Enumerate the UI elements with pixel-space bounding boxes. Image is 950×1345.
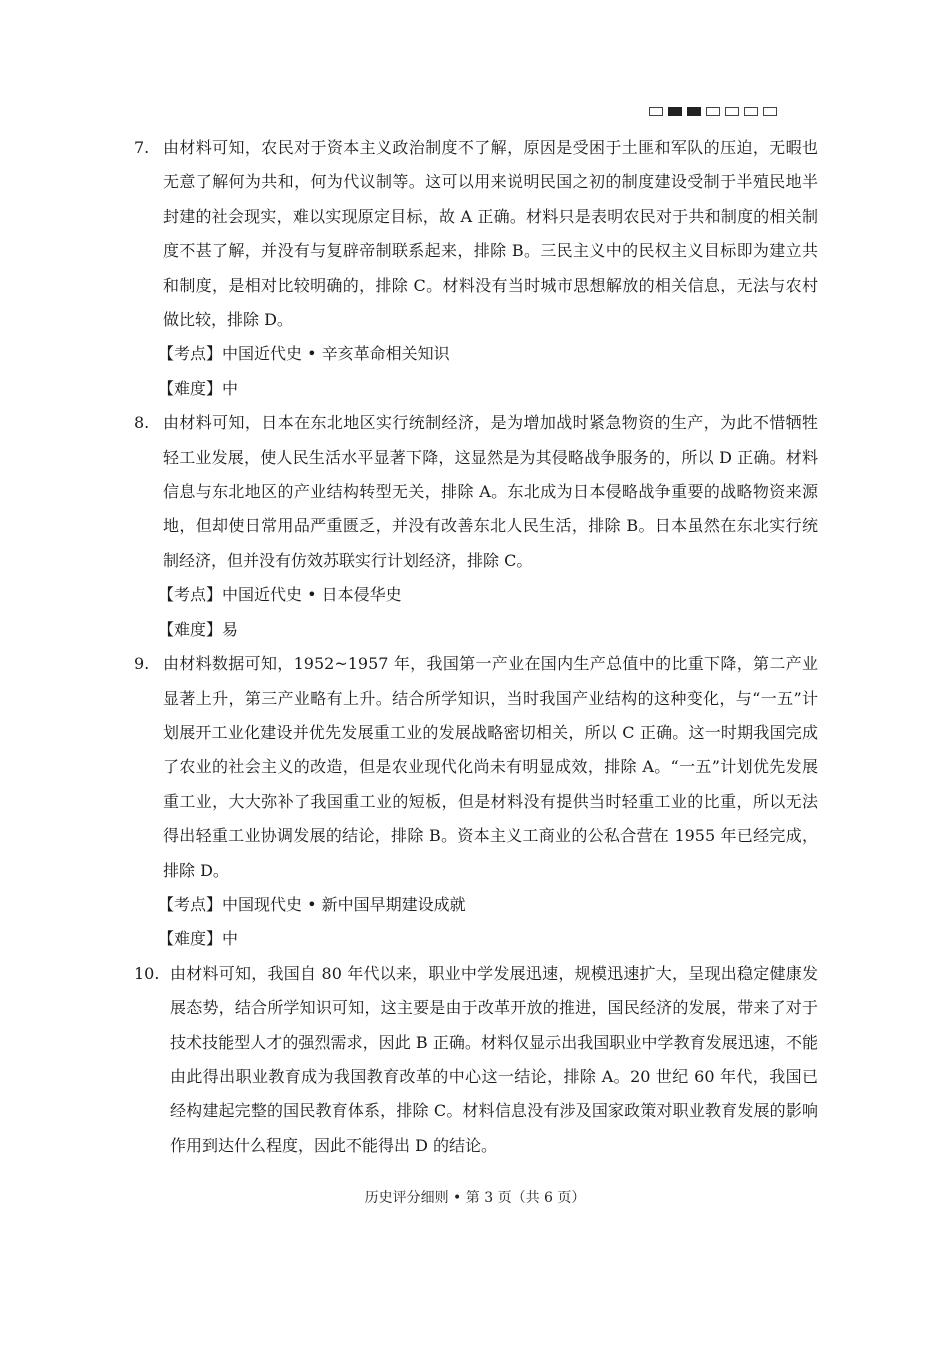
page-indicator-square (763, 107, 777, 116)
question-nandu: 【难度】中 (158, 378, 239, 398)
question-explanation: 由材料可知，农民对于资本主义政治制度不了解，原因是受困于土匪和军队的压迫，无暇也无意了解何为共和，何为代议制等。这可以用来说明民国之初的制度建设受制于半殖民地半封建的社会现实，难以实现原定目标，故 A 正确。材料只是表明农民对于共和制度的相关制度不甚了解，并没有与复辟帝制联系起来，排除 B。三民主义中的民权主义目标即为建立共和制度，是相对比较明确的，排除 C。材料没有当时城市思想解放的相关信息，无法与农村做比较，排除 D。 (163, 138, 818, 330)
question-explanation: 由材料数据可知，1952~1957 年，我国第一产业在国内生产总值中的比重下降，第二产业显著上升，第三产业略有上升。结合所学知识，当时我国产业结构的这种变化，与“一五”计划展开工业化建设并优先发展重工业的发展战略密切相关，所以 C 正确。这一时期我国完成了农业的社会主义的改造，但是农业现代化尚未有明显成效，排除 A。“一五”计划优先发展重工业，大大弥补了我国重工业的短板，但是材料没有提供当时轻重工业的比重，所以无法得出轻重工业协调发展的结论，排除 B。资本主义工商业的公私合营在 1955 年已经完成，排除 D。 (163, 654, 818, 880)
question-kaodian: 【考点】中国近代史 • 辛亥革命相关知识 (158, 344, 450, 364)
page-indicator-square (706, 107, 720, 116)
question-number: 7. (134, 138, 150, 157)
page-indicator-square (649, 107, 663, 116)
question-10 (134, 957, 818, 1163)
question-8 (134, 406, 818, 578)
page-indicator-square (744, 107, 758, 116)
question-kaodian: 【考点】中国现代史 • 新中国早期建设成就 (158, 894, 466, 914)
question-number: 8. (134, 413, 150, 433)
question-nandu: 【难度】易 (158, 619, 239, 639)
question-7 (134, 131, 818, 337)
page-indicator-square (687, 107, 701, 116)
page-indicator-square (668, 107, 682, 116)
question-number: 10. (134, 963, 160, 983)
page-indicator (649, 107, 777, 116)
question-number: 9. (134, 654, 150, 674)
question-explanation: 由材料可知，我国自 80 年代以来，职业中学发展迅速，规模迅速扩大，呈现出稳定健康发展态势，结合所学知识可知，这主要是由于改革开放的推进，国民经济的发展，带来了对于技术技能型人才的强烈需求，因此 B 正确。材料仅显示出我国职业中学教育发展迅速，不能由此得出职业教育成为我国教育改革的中心这一结论，排除 A。20 世纪 60 年代，我国已经构建起完整的国民教育体系，排除 C。材料信息没有涉及国家政策对职业教育发展的影响作用到达什么程度，因此不能得出 D 的结论。 (170, 963, 818, 1155)
question-explanation: 由材料可知，日本在东北地区实行统制经济，是为增加战时紧急物资的生产，为此不惜牺牲轻工业发展，使人民生活水平显著下降，这显然是为其侵略战争服务的，所以 D 正确。材料信息与东北地区的产业结构转型无关，排除 A。东北成为日本侵略战争重要的战略物资来源地，但却使日常用品严重匮乏，并没有改善东北人民生活，排除 B。日本虽然在东北实行统制经济，但并没有仿效苏联实行计划经济，排除 C。 (163, 413, 818, 570)
question-9 (134, 647, 818, 888)
page-indicator-square (725, 107, 739, 116)
question-kaodian: 【考点】中国近代史 • 日本侵华史 (158, 585, 402, 605)
page-footer: 历史评分细则 • 第 3 页（共 6 页） (364, 1190, 586, 1206)
question-nandu: 【难度】中 (158, 929, 239, 949)
answer-content (134, 131, 818, 1163)
